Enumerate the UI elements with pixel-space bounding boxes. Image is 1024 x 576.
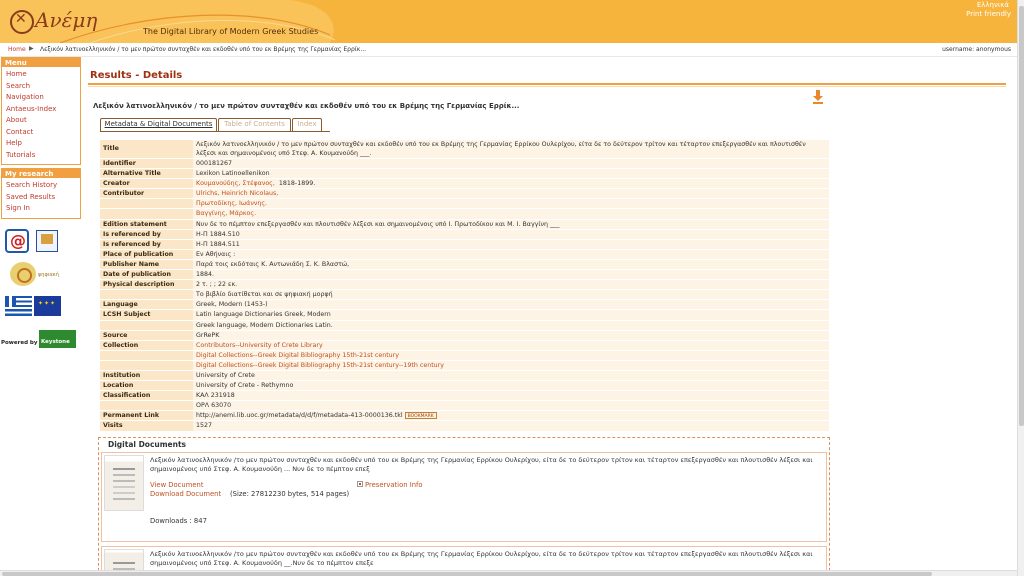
research-item-saved-results[interactable]: Saved Results [6,192,56,201]
partner-logo-building-icon[interactable] [36,230,58,252]
metadata-value-text: Νυν δε το πέμπτον επεξεργασθέν και πλουτισθέν λέξεσι και σημαινομένοις υπό Ι. Πρωτοδίκου και Μ. Ι. Βαγγίνη ___ [196,220,560,228]
sidebar [1,57,81,222]
metadata-label: Language [100,300,193,309]
vertical-scroll-thumb[interactable] [1019,6,1024,426]
metadata-value [193,321,829,330]
metadata-value[interactable] [193,199,829,208]
record-heading: Λεξικόν λατινοελληνικόν / το μεν πρώτον συνταχθέν και εκδοθέν υπό του εκ Βρέμης της Γερμανίας Ερρίκ... [93,102,520,110]
metadata-value [193,159,829,168]
metadata-row [100,189,829,198]
metadata-value [193,169,829,178]
metadata-value [193,230,829,239]
metadata-value-text: 1527 [196,422,213,430]
metadata-value-text[interactable]: Κουμανούδης, Στέφανος, [196,180,275,188]
username-label: username: anonymous [942,46,1011,53]
preservation-info-icon[interactable] [357,481,363,487]
metadata-value[interactable] [193,361,829,370]
research-item-search-history[interactable]: Search History [6,181,58,189]
metadata-value[interactable] [193,189,829,198]
metadata-row [100,341,829,350]
menu-item-search[interactable]: Search [6,81,31,90]
metadata-label: Title [100,140,193,158]
metadata-label: Is referenced by [100,240,193,249]
metadata-label [100,199,193,208]
site-header [0,0,1017,43]
metadata-value[interactable] [193,209,829,218]
metadata-row [100,240,829,249]
research-box [1,168,81,219]
tab-index[interactable]: Index [292,118,322,131]
metadata-label: Location [100,381,193,390]
metadata-value-text: Λεξικόν λατινοελληνικόν / το μεν πρώτον συνταχθέν και εκδοθέν υπό του εκ Βρέμης της Γερμανίας Ερρίκου Ουλερίχου, είτα δε το δεύτερον τρίτον και τέταρτον επεξεργασθέν και πλουτισθέν λέξεσι και σημαινομένοις υπό Στεφ. Α. Κουμανούδη ___. [196,141,806,157]
metadata-value [193,140,829,158]
metadata-label [100,401,193,410]
tab-underline [100,131,330,132]
keystone-label: Keystone [41,339,70,345]
document-entry [101,452,827,542]
metadata-value-text: 000181267 [196,160,233,167]
keystone-logo[interactable] [39,330,76,348]
metadata-value [193,411,829,420]
metadata-value [193,220,829,229]
header-swoosh [0,0,1017,43]
print-friendly-link[interactable]: Print friendly [966,10,1011,18]
metadata-value[interactable] [193,351,829,360]
research-title: My research [2,169,80,178]
metadata-value-text: Το βιβλίο διατίθεται και σε ψηφιακή μορφή [196,291,333,299]
metadata-row [100,331,829,340]
download-arrow-icon[interactable] [813,90,823,104]
downloads-count: Downloads : 847 [150,517,207,525]
site-logo[interactable] [10,8,97,34]
metadata-label: Creator [100,179,193,188]
metadata-value [193,260,829,269]
menu-item-contact[interactable]: Contact [6,127,34,136]
metadata-value-text: Η-Π 1884.510 [196,230,240,238]
menu-item-antaeus-index[interactable]: Antaeus-Index [6,104,57,113]
breadcrumb-current: Λεξικόν λατινοελληνικόν / το μεν πρώτον συνταχθέν και εκδοθέν υπό του εκ Βρέμης της Γερμανίας Ερρίκ... [40,46,367,53]
metadata-label: Classification [100,391,193,400]
title-divider [88,83,1006,85]
metadata-label: Contributor [100,189,193,198]
metadata-value[interactable] [193,341,829,350]
metadata-label: Permanent Link [100,411,193,420]
metadata-value-text: 2 τ. ; ; 22 εκ. [196,281,238,289]
language-link[interactable]: Ελληνικά [976,1,1009,9]
metadata-label: Source [100,331,193,340]
metadata-value-text: 1884. [196,271,215,279]
metadata-row [100,159,829,168]
metadata-value-text: Lexikon Latinoellenikon [196,170,270,178]
document-size: (Size: 27812230 bytes, 514 pages) [230,490,350,498]
title-divider-light [88,86,1006,87]
metadata-label [100,290,193,299]
metadata-row [100,250,829,259]
metadata-value [193,331,829,340]
vertical-scrollbar[interactable] [1017,0,1024,576]
logo-mark-icon [10,10,34,34]
metadata-value[interactable] [193,179,829,188]
tab-metadata[interactable]: Metadata & Digital Documents [100,118,217,131]
partner-logo-caption: ψηφιακή [38,272,59,278]
horizontal-scrollbar[interactable] [0,570,1017,576]
metadata-value [193,280,829,289]
menu-item-about[interactable]: About [6,116,27,124]
preservation-info-link[interactable]: Preservation Info [365,481,423,489]
metadata-label: Place of publication [100,250,193,259]
metadata-label: Identifier [100,159,193,168]
metadata-row [100,381,829,390]
metadata-value [193,310,829,319]
metadata-row [100,411,829,420]
metadata-value-text[interactable]: Digital Collections--Greek Digital Bibliography 15th-21st century--19th century [196,361,444,369]
powered-by-label: Powered by [1,340,38,346]
metadata-label [100,351,193,360]
metadata-value-text: University of Crete [196,371,255,379]
breadcrumb [0,43,1017,57]
partner-logo-at-icon[interactable] [5,229,29,253]
metadata-value [193,381,829,390]
eu-flag-icon[interactable] [34,296,61,316]
menu-item-help[interactable]: Help [6,139,22,147]
metadata-value [193,240,829,249]
metadata-value-text: Η-Π 1884.511 [196,240,240,248]
main-content [86,57,1006,576]
metadata-value [193,371,829,380]
digital-documents-panel [98,437,830,576]
metadata-row [100,371,829,380]
metadata-row [100,361,829,370]
metadata-value-text[interactable]: Βαγγίνης, Μάρκος. [196,210,257,218]
metadata-value-text: University of Crete - Rethymno [196,382,294,390]
metadata-label: Is referenced by [100,230,193,239]
metadata-row [100,179,829,188]
breadcrumb-arrow-icon: ▶ [29,45,34,52]
metadata-value-text: Greek language, Modern Dictionaries Latin. [196,321,333,329]
metadata-row [100,220,829,229]
metadata-row [100,300,829,309]
metadata-row [100,280,829,289]
metadata-table [100,139,829,432]
metadata-value [193,290,829,299]
metadata-label: Edition statement [100,220,193,229]
metadata-row [100,391,829,400]
metadata-value-text[interactable]: Contributors--University of Crete Library [196,341,323,349]
metadata-row [100,209,829,218]
metadata-value [193,391,829,400]
metadata-row [100,321,829,330]
metadata-row [100,199,829,208]
page-title: Results - Details [90,70,183,81]
metadata-row [100,401,829,410]
metadata-value-text: Latin language Dictionaries Greek, Modern [196,311,331,319]
partner-logo-spiral-icon[interactable] [10,262,36,286]
horizontal-scroll-thumb[interactable] [2,572,932,576]
metadata-value-text[interactable]: Ulrichs, Heinrich Nicolaus, [196,190,279,198]
menu-title: Menu [2,58,80,67]
metadata-label: Physical description [100,280,193,289]
creator-dates: 1818-1899. [278,180,316,188]
metadata-row [100,421,829,430]
metadata-value [193,401,829,410]
metadata-value-text: Greek, Modern (1453-) [196,301,268,309]
metadata-value-text: Εν Αθήναις : [196,250,236,258]
metadata-value-text: ΟΡΛ 63070 [196,402,232,410]
metadata-row [100,290,829,299]
document-description: Λεξικόν λατινοελληνικόν /το μεν πρώτον συνταχθέν και εκδοθέν υπό του εκ Βρέμης της Γερμανίας Ερρίκου Ουλερίχου, είτα δε το δεύτερον τρίτον και τέταρτον επεξεργασθέν και πλουτισθέν λέξεσι και σημαινομένοις υπό Στεφ. Α. Κουμανούδη ... Νυν δε το πέμπτον επεξ [150,456,813,473]
document-description: Λεξικόν λατινοελληνικόν /το μεν πρώτον συνταχθέν και εκδοθέν υπό του εκ Βρέμης της Γερμανίας Ερρίκου Ουλερίχου, είτα δε το δεύτερον τρίτον και τέταρτον επεξεργασθέν και πλουτισθέν λέξεσι και σημαινομένοις υπό Στεφ. Α. Κουμανούδη __.Νυν δε το πέμπτον επεξε [150,550,813,567]
metadata-value-text: ΚΑΛ 231918 [196,392,235,400]
metadata-row [100,140,829,158]
metadata-row [100,169,829,178]
metadata-label: Publisher Name [100,260,193,269]
metadata-label [100,209,193,218]
metadata-label: Date of publication [100,270,193,279]
view-document-link[interactable]: View Document [150,481,204,489]
metadata-value [193,300,829,309]
metadata-label: Alternative Title [100,169,193,178]
metadata-row [100,270,829,279]
metadata-label: LCSH Subject [100,310,193,319]
metadata-value-text: http://anemi.lib.uoc.gr/metadata/d/d/f/metadata-413-0000136.tkl [196,412,403,420]
metadata-label [100,321,193,330]
metadata-value-text[interactable]: Digital Collections--Greek Digital Bibliography 15th-21st century [196,351,399,359]
greek-flag-icon[interactable] [5,296,32,316]
research-item-sign-in[interactable]: Sign In [6,204,30,212]
metadata-label [100,361,193,370]
download-document-link[interactable]: Download Document [150,490,222,498]
metadata-value-text: GrRePK [196,331,220,339]
breadcrumb-home[interactable]: Home [8,46,26,53]
metadata-value-text[interactable]: Πρωτοδίκης, Ιωάννης. [196,200,268,208]
logo-text: Ανέμη [35,8,98,32]
metadata-row [100,260,829,269]
site-title: The Digital Library of Modern Greek Studies [143,27,319,36]
metadata-row [100,310,829,319]
metadata-label: Visits [100,421,193,430]
tab-table-of-contents[interactable]: Table of Contents [218,118,291,131]
menu-item-home[interactable]: Home [6,70,27,78]
metadata-row [100,351,829,360]
metadata-value [193,270,829,279]
metadata-label: Collection [100,341,193,350]
bookmark-button[interactable]: BOOKMARK [405,412,437,419]
menu-item-navigation[interactable]: Navigation [6,93,44,101]
document-thumbnail[interactable] [104,455,144,511]
metadata-label: Institution [100,371,193,380]
menu-item-tutorials[interactable]: Tutorials [6,150,36,159]
digital-documents-title: Digital Documents [108,440,187,449]
metadata-value-text: Παρά τοις εκδόταις Κ. Αντωνιάδη Σ. Κ. Βλαστώ, [196,260,350,268]
menu-box [1,57,81,165]
metadata-value [193,421,829,430]
metadata-value [193,250,829,259]
metadata-row [100,230,829,239]
